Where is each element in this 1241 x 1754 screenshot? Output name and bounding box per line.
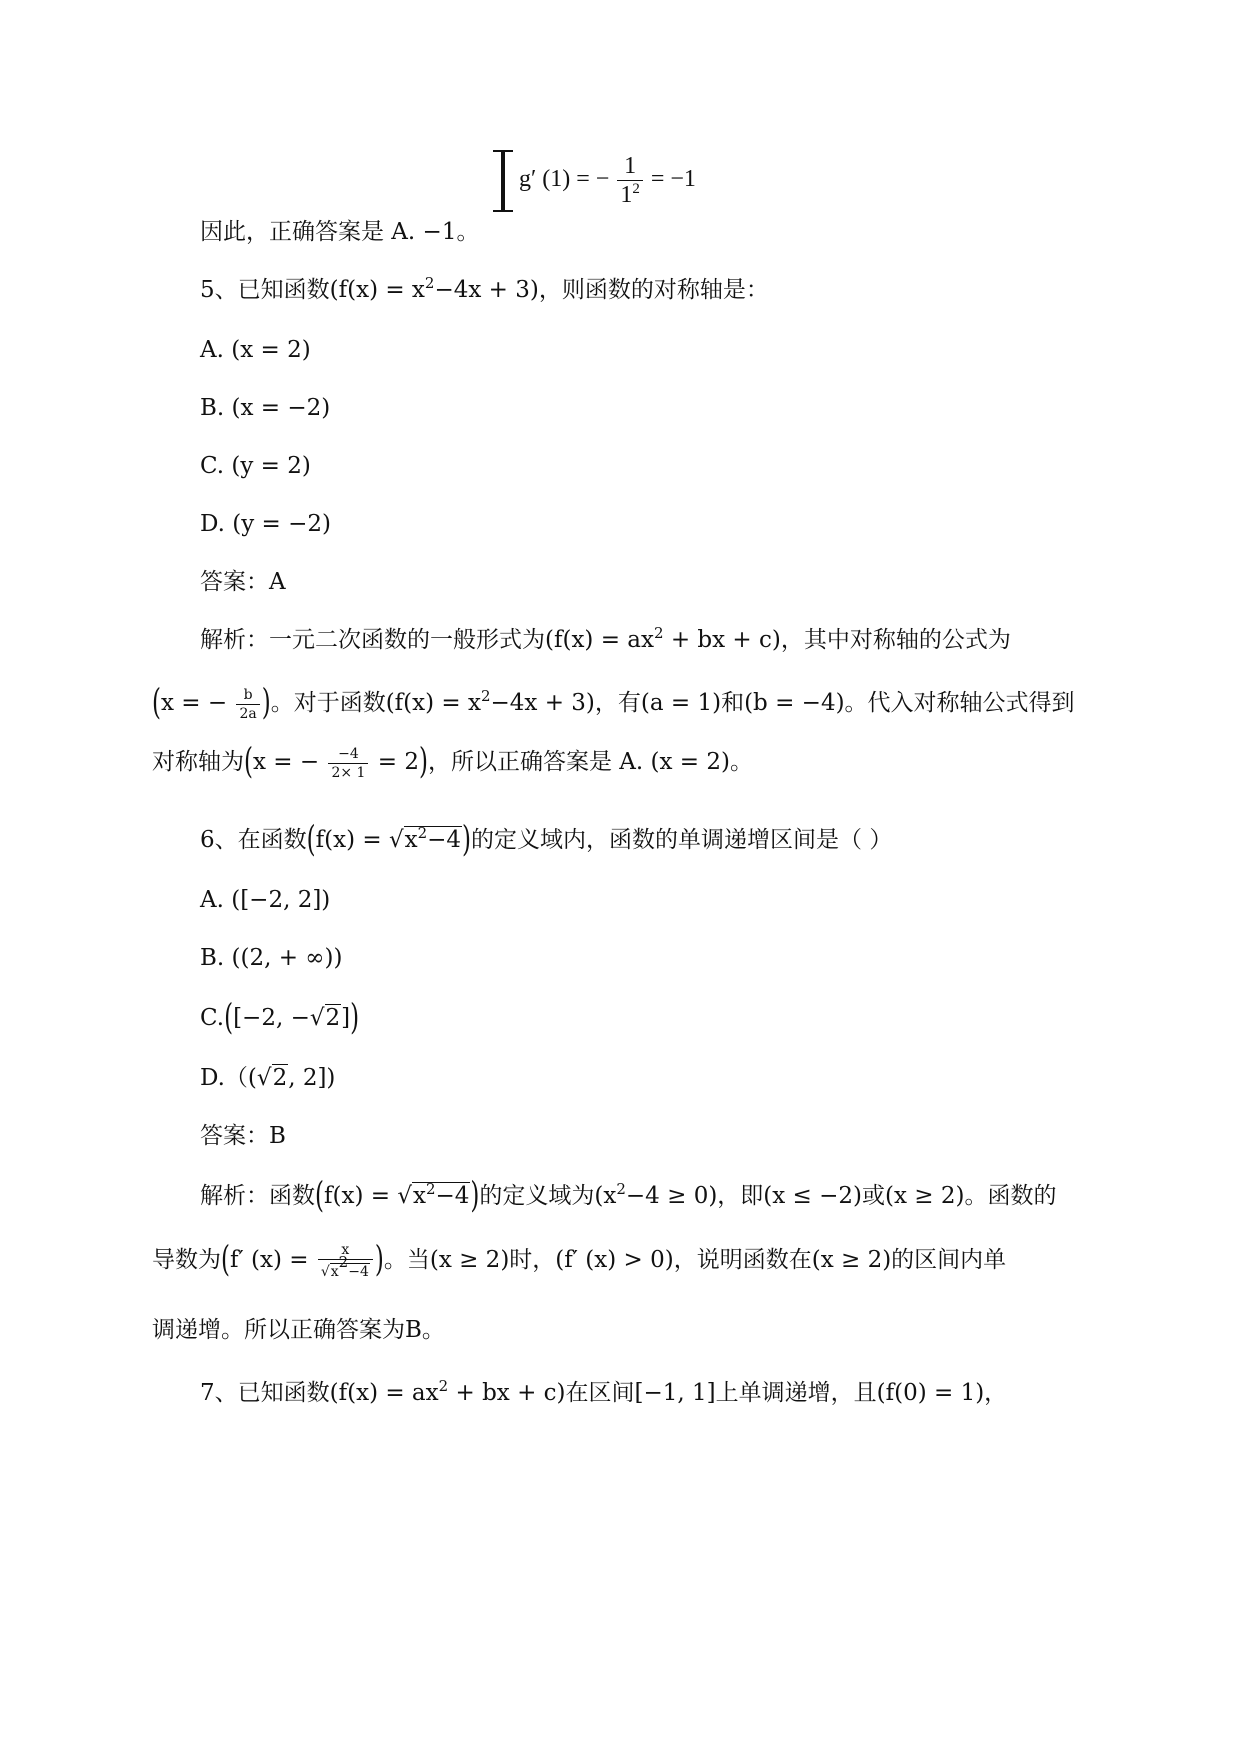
q5-exponent: 2 bbox=[424, 274, 435, 292]
q6-answer: 答案：B bbox=[200, 1123, 286, 1149]
q5-stem-start: 5、已知函数(f(x) = x bbox=[200, 277, 425, 303]
q5-analysis-line-3: 对称轴为(x = − $\frac{-4}{2\times 1}$ = 2)，所以正确答案是 A. (x = 2)。 bbox=[152, 741, 753, 783]
q6-analysis-exponent: 2 bbox=[616, 1180, 626, 1198]
q5-analysis-exponent: 2 bbox=[480, 687, 491, 705]
option-d-radicand: 2 bbox=[272, 1065, 288, 1091]
axis-value-numerator: −4 bbox=[338, 745, 359, 762]
sqrt-symbol: $√x^2-4$ bbox=[320, 1253, 369, 1280]
formula-lhs: g′ (1) = − bbox=[519, 166, 610, 192]
formula-rhs: = −1 bbox=[650, 166, 696, 192]
left-bracket bbox=[503, 150, 513, 212]
q6-stem-end: 的定义域内，函数的单调递增区间是（ ） bbox=[471, 827, 893, 853]
q6-analysis-line-2: 导数为(f′ (x) = $\frac{x}{√x^2-4}$ )。当(x ≥ 2)时，(f′ (x) > 0)，说明函数在(x ≥ 2)的区间内单 bbox=[152, 1239, 1007, 1281]
q7-exponent: 2 bbox=[438, 1377, 449, 1395]
q6-analysis-line-3: 调递增。所以正确答案为B。 bbox=[152, 1317, 445, 1343]
option-label: C. bbox=[200, 1005, 225, 1031]
q5-analysis-text: 解析：一元二次函数的一般形式为(f(x) = ax bbox=[200, 627, 654, 653]
axis-formula-numerator: b bbox=[243, 686, 253, 703]
question-7 bbox=[200, 1373, 1007, 1413]
q5-option-a: A. (x = 2) bbox=[200, 337, 311, 363]
q6-analysis-text: −4 ≥ 0)，即(x ≤ −2)或(x ≥ 2)。函数的 bbox=[625, 1183, 1057, 1209]
q6-analysis-line-1: 解析：函数$(f(x) = √x^2-4)$的定义域为$(x^2-4 \ge 0)$，即(x ≤ −2)或(x ≥ 2)。函数的 bbox=[200, 1175, 1057, 1217]
axis-value-denominator: 2× 1 bbox=[328, 763, 368, 780]
radicand-tail: −4 bbox=[348, 1264, 369, 1280]
q5-answer: 答案：A bbox=[200, 569, 286, 595]
derivative-lhs: f′ (x) = bbox=[229, 1247, 316, 1273]
q5-analysis-text: 。对于函数(f(x) = x bbox=[270, 690, 481, 716]
sqrt-symbol: √2 bbox=[309, 1005, 341, 1031]
q5-analysis-line-2: (x = − $\frac{b}{2a}$ )。对于函数$(f(x) = x^2-4x + 3)$，有(a = 1)和(b = −4)。代入对称轴公式得到 bbox=[152, 682, 1075, 724]
q5-analysis-text: −4x + 3)，有(a = 1)和(b = −4)。代入对称轴公式得到 bbox=[490, 690, 1075, 716]
question-6: 6、在函数$(f(x) = √x^2-4)$的定义域内，函数的单调递增区间是（ ） bbox=[200, 819, 893, 861]
q6-analysis-text: 的定义域为(x bbox=[479, 1183, 617, 1209]
q6-option-a: A. ([−2, 2]) bbox=[200, 887, 331, 913]
radicand: x bbox=[330, 1264, 339, 1280]
right-bracket bbox=[493, 150, 503, 212]
q6-option-d bbox=[200, 1058, 335, 1098]
axis-formula-denominator: 2a bbox=[236, 704, 259, 721]
q5-stem-end: −4x + 3)，则函数的对称轴是： bbox=[434, 277, 769, 303]
q5-option-c: C. (y = 2) bbox=[200, 453, 311, 479]
derivative-numerator: x bbox=[341, 1242, 350, 1258]
question-5 bbox=[200, 270, 769, 310]
axis-value-lhs: x = − bbox=[252, 749, 320, 775]
radicand-exponent: 2 bbox=[417, 824, 428, 842]
radicand: x bbox=[404, 827, 418, 853]
q6-stem-start: 6、在函数 bbox=[200, 827, 307, 853]
option-c-radicand: 2 bbox=[325, 1005, 341, 1031]
radicand-exponent: 2 bbox=[338, 1253, 349, 1271]
q5-analysis-text: + bx + c)，其中对称轴的公式为 bbox=[663, 627, 1011, 653]
q6-analysis-text: 导数为 bbox=[152, 1247, 221, 1273]
axis-formula-lhs: x = − bbox=[160, 690, 228, 716]
axis-value-rhs: = 2 bbox=[377, 749, 419, 775]
formula-denominator-exp: 2 bbox=[632, 180, 640, 197]
option-label: D.（( bbox=[200, 1065, 257, 1091]
option-c-interval-end: ] bbox=[341, 1005, 351, 1031]
radicand-tail: −4 bbox=[435, 1183, 470, 1209]
q5-option-d: D. (y = −2) bbox=[200, 511, 331, 537]
sqrt-symbol: √2 bbox=[256, 1065, 288, 1091]
q7-stem-end: + bx + c)在区间[−1, 1]上单调递增，且(f(0) = 1)， bbox=[448, 1380, 1008, 1406]
q7-stem-start: 7、已知函数(f(x) = ax bbox=[200, 1380, 439, 1406]
q5-analysis-text: ，所以正确答案是 A. (x = 2)。 bbox=[427, 749, 753, 775]
option-d-interval-end: , 2]) bbox=[288, 1065, 336, 1091]
formula-denominator-base: 1 bbox=[620, 181, 633, 208]
q6-function: f(x) = bbox=[323, 1183, 398, 1209]
q6-analysis-text: 解析：函数 bbox=[200, 1183, 315, 1209]
sqrt-symbol: $√x^2-4$ bbox=[388, 824, 462, 853]
q5-option-b: B. (x = −2) bbox=[200, 395, 331, 421]
q5-analysis-exponent: 2 bbox=[653, 624, 664, 642]
sqrt-symbol: $√x^2-4$ bbox=[397, 1180, 470, 1209]
q6-option-c: C.([−2, −√2]) bbox=[200, 997, 360, 1039]
conclusion-paragraph: 因此，正确答案是 A. −1。 bbox=[200, 219, 480, 245]
q6-function: f(x) = bbox=[315, 827, 389, 853]
option-c-interval-start: [−2, − bbox=[233, 1005, 310, 1031]
radicand-tail: −4 bbox=[427, 827, 462, 853]
q6-analysis-text: 。当(x ≥ 2)时，(f′ (x) > 0)，说明函数在(x ≥ 2)的区间内单 bbox=[383, 1247, 1007, 1273]
q6-option-b: B. ((2, + ∞)) bbox=[200, 945, 343, 971]
q5-analysis-line-1 bbox=[200, 620, 1011, 660]
radicand-exponent: 2 bbox=[425, 1180, 436, 1198]
q5-analysis-text: 对称轴为 bbox=[152, 749, 244, 775]
formula-numerator: 1 bbox=[624, 152, 637, 179]
radicand: x bbox=[412, 1183, 426, 1209]
